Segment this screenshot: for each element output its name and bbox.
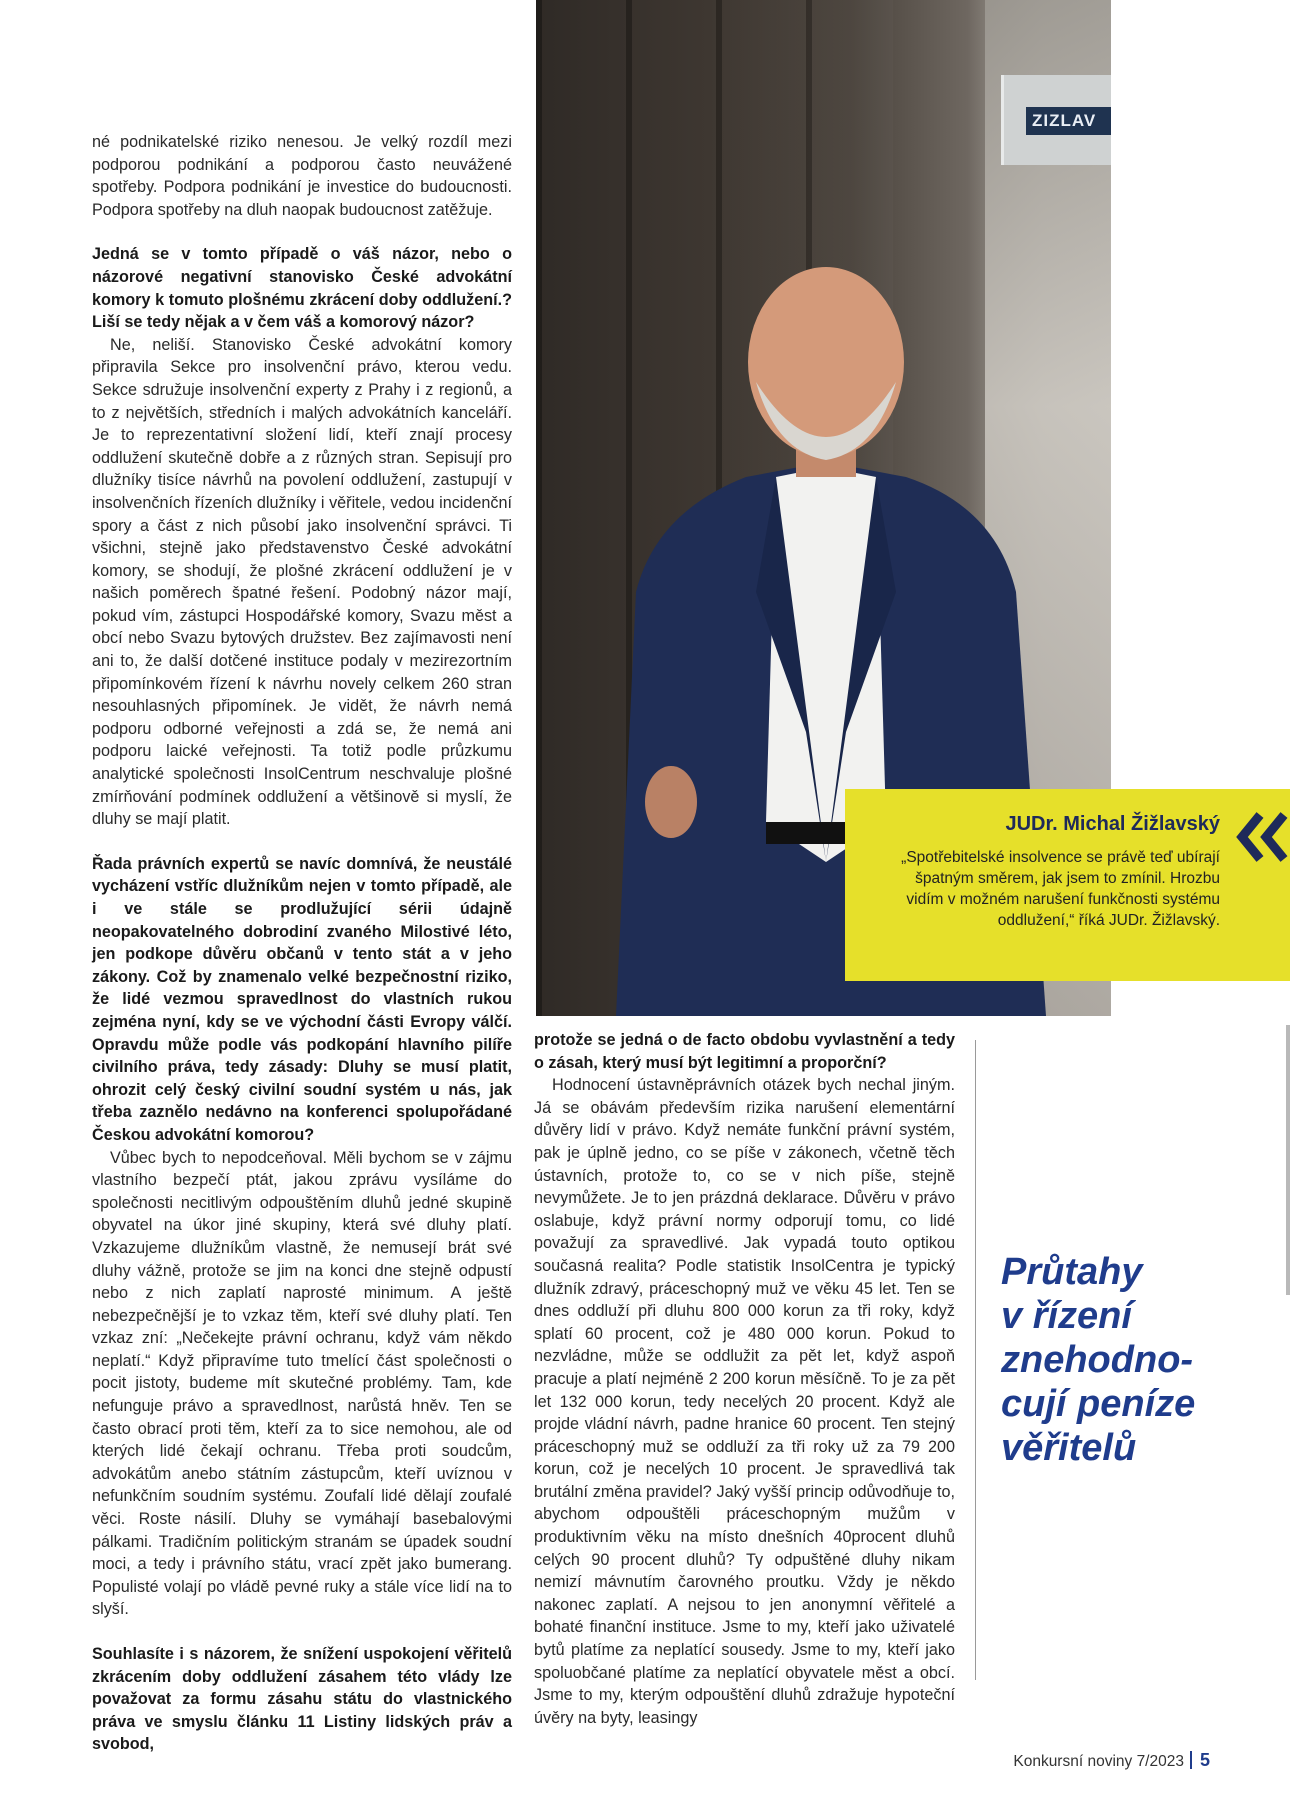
interview-answer: Hodnocení ústavněprávních otázek bych nechal jiným. Já se obávám především rizika narušení elementární důvěry lidí v právo. Když nemáte funkční právní systém, pak je úplně jedno, co se píše v zákonech, včetně těch ústavních, protože to, co se v nich píše, stejně nevymůžete. Je to jen prázdná deklarace. Důvěru v právo oslabuje, když právní normy odporují tomu, co lidé považují za spravedlivé. Jak vypadá touto optikou současná realita? Podle statistik InsolCentra je typický dlužník zdravý, práceschopný muž ve věku 45 let. Ten se dnes oddluží při dluhu 800 000 korun za tři roky, když splatí 60 procent, což je 480 000 korun. Pokud to nezvládne, může se oddlužit za pět let, když aspoň pracuje a platí nejméně 2 200 korun měsíčně. To je za pět let 132 000 korun, tedy necelých 20 procent. Když ale projde vládní návrh, padne hranice 60 procent. Ten stejný práceschopný muž se oddluží za tři roky už za 79 200 korun, což je necelých 10 procent. Je spravedlivá tak brutální změna pravidel? Jaký vyšší princip odůvodňuje to, abychom odpouštěli práceschopným mužům v produktivním věku na místo dnešních 40procent dluhů celých 90 procent dluhů? Ty odpuštěné dluhy nikam nemizí mávnutím čarovného proutku. Vždy je někdo nakonec zaplatí. A nejsou to jen anonymní věřitelé a bohaté finanční instituce. Jsme to my, kteří jako uživatelé bytů platíme za neplatící sousedy. Jsme to my, kteří jako spoluobčané platíme za neplatící obyvatele měst a obcí. Jsme to my, kterým odpouštění dluhů zdražuje hypoteční úvěry na byty, leasingy [534,1076,955,1727]
interview-question: Řada právních expertů se navíc domnívá, že neustálé vycházení vstříc dlužníkům nejen v tomto případě, ale i ve stále se prodlužující sérii údajně neopakovatelného dobrodiní zvaného Milostivé léto, jen podkope důvěru občanů v tento stát a v jeho zákony. Což by znamenalo velké bezpečnostní riziko, že lidé vezmou spravedlnost do vlastních rukou zejména nyní, kdy se ve východní části Evropy válčí. Opravdu může podle vás podkopání hlavního pilíře civilního práva, tedy zásady: Dluhy se musí platit, ohrozit celý český civilní soudní systém u nás, jak třeba zaznělo nedávno na konferenci spolupořádané Českou advokátní komorou? [92,854,512,1144]
article-middle-column [534,1029,955,1729]
pull-quote-line: v řízení [1001,1295,1132,1337]
pull-quote-line: věřitelů [1001,1427,1137,1469]
page-number: 5 [1199,1750,1210,1770]
pull-quote [1001,1250,1251,1470]
door-nameplate [1001,75,1111,165]
caption-name: JUDr. Michal Žižlavský [1005,813,1220,835]
publication-name: Konkursní noviny 7/2023 [1013,1753,1184,1770]
footer-separator [1190,1751,1192,1769]
double-chevron-left-icon [1230,807,1290,867]
interview-question: Souhlasíte i s názorem, že snížení uspokojení věřitelů zkrácením doby oddlužení zásahem této vlády lze považovat za formu zásahu státu do vlastnického práva ve smyslu článku 11 Listiny lidských práv a svobod, [92,1645,512,1754]
caption-quote: „Spotřebitelské insolvence se právě teď ubírají špatným směrem, jak jsem to zmínil. Hrozbu vidím v možném narušení funkčnosti systému oddlužení,“ říká JUDr. Žižlavský. [901,849,1220,929]
scrollbar-thumb[interactable] [1286,1025,1290,1295]
nameplate-text: ZIZLAV [1026,107,1111,135]
article-left-column [92,131,512,1756]
paragraph: né podnikatelské riziko nenesou. Je velký rozdíl mezi podporou podnikání a podporou často neuvážené spotřeby. Podpora podnikání je investice do budoucnosti. Podpora spotřeby na dluh naopak budoucnost zatěžuje. [92,133,512,219]
photo-caption-box [845,789,1290,981]
pull-quote-line: znehodno- [1001,1339,1194,1381]
interview-answer: Vůbec bych to nepodceňoval. Měli bychom se v zájmu vlastního bezpečí ptát, jakou zprávu vysíláme do společnosti necitlivým odpouštěním dluhů jedné skupině obyvatel na úkor jiné skupiny, která své dluhy platí. Vzkazujeme dlužníkům vlastně, že nemusejí brát své dluhy vážně, protože se jim na konci dne stejně odpustí nebo z nich zaplatí naprosté minimum. A ještě nebezpečnější je to vzkaz těm, kteří své dluhy platí. Ten vzkaz zní: „Nečekejte právní ochranu, když vám někdo neplatí.“ Když připravíme tuto tmelící část společnosti o pocit jistoty, budeme mít skutečné problémy. Tam, kde nefunguje právo a spravedlnost, narůstá hněv. Ten se často obrací proti těm, kteří za to sice nemohou, ale od kterých lidé čekají ochranu. Třeba proti soudcům, advokátům anebo státním zástupcům, kteří uvíznou v nefunkčním soudním systému. Zoufalí lidé dělají zoufalé věci. Roste násilí. Dluhy se vymáhají basebalovými pálkami. Tradičním politickým stranám se úpadek soudní moci, a tedy i právního státu, vrací zpět jako bumerang. Populisté volají po vládě pevné ruky a stále více lidí na to slyší. [92,1148,512,1619]
pull-quote-line: cují peníze [1001,1383,1196,1425]
pull-quote-line: Průtahy [1001,1251,1143,1293]
page-footer [1013,1750,1210,1771]
interview-question: Jedná se v tomto případě o váš názor, nebo o názorové negativní stanovisko České advokátní komory k tomuto plošnému zkrácení doby oddlužení.? Liší se tedy nějak a v čem váš a komorový názor? [92,245,512,332]
column-divider [975,1040,976,1680]
interview-answer: Ne, neliší. Stanovisko České advokátní komory připravila Sekce pro insolvenční právo, kterou vedu. Sekce sdružuje insolvenční experty z Prahy i z regionů, a to z největších, středních i malých advokátních kanceláří. Je to reprezentativní složení lidí, kteří znají procesy oddlužení skutečně dobře a z různých stran. Sepisují pro dlužníky tisíce návrhů na povolení oddlužení, zastupují v insolvenčních řízeních dlužníky i věřitele, vedou incidenční spory a část z nich působí jako insolvenční správci. Ti všichni, stejně jako představenstvo České advokátní komory, se shodují, že plošné zkrácení oddlužení je v našich poměrech špatné řešení. Podobný názor mají, pokud vím, zástupci Hospodářské komory, Svazu měst a obcí nebo Svazu bytových družstev. Bez zajímavosti není ani to, že další dotčené instituce podaly v mezirezortním připomínkovém řízení k návrhu novely celkem 260 stran nesouhlasných připomínek. Je vidět, že návrh nemá podporu odborné veřejnosti a zdá se, že nemá ani podporu laické veřejnosti. Ta totiž podle průzkumu analytické společnosti InsolCentrum neschvaluje plošné zmírňování podmínek oddlužení a většinově si myslí, že dluhy se mají platit. [92,335,512,829]
interview-question: protože se jedná o de facto obdobu vyvlastnění a tedy o zásah, který musí být legitimní a proporční? [534,1031,955,1072]
